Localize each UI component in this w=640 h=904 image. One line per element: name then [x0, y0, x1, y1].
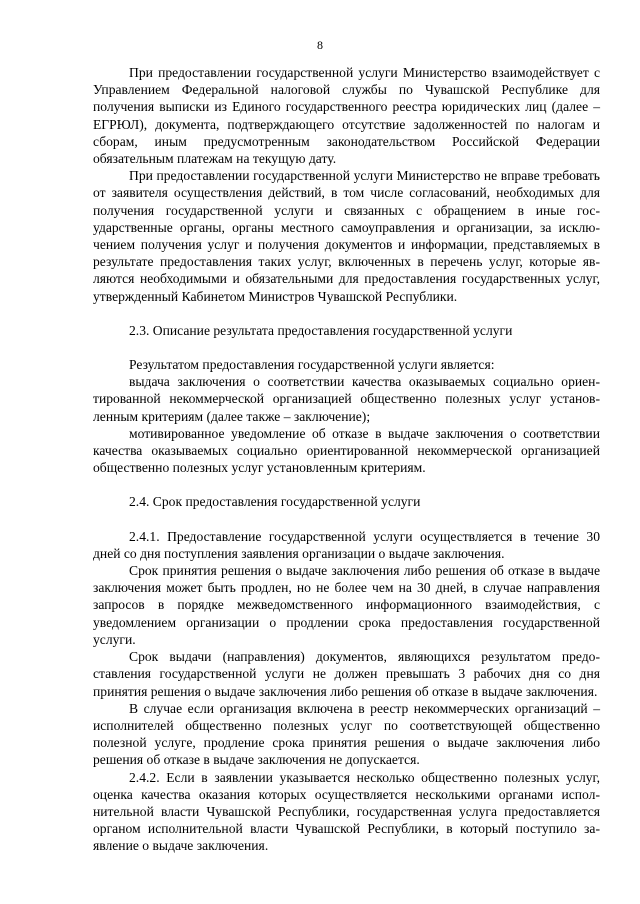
paragraph-2-4-2: 2.4.2. Если в заявлении указывается несколько общественно полезных услуг, оценка качества оказания которых осуществляется несколькими органами исполнительной власти Чувашской Республики, государственная услуга предоставляется органом исполнительной власти Чувашской Республики, в который поступило заявление о выдаче заключения.	[93, 769, 600, 854]
paragraph-registry-case: В случае если организация включена в реестр некоммерческих организаций – исполнителей общественно полезных услуг по соответствующей общественно полезной услуге, продление срока принятия решения о выдаче заключения либо решения об отказе в выдаче заключения не допускается.	[93, 700, 600, 768]
paragraph-no-extra-requirements: При предоставлении государственной услуги Министерство не вправе требовать от заявителя осуществления действий, в том числе согласований, необходимых для получения государственной услуги и связанных с обращением в иные государственные органы, органы местного самоуправления и организации, за исключением получения услуг и получения документов и информации, представляемых в результате предоставления таких услуг, включенных в перечень услуг, которые являются необходимыми и обязательными для предоставления государственных услуг, утвержденный Кабинетом Министров Чувашской Республики.	[93, 168, 600, 304]
paragraph-result-intro: Результатом предоставления государственной услуги является:	[129, 357, 495, 373]
paragraph-result-refusal: мотивированное уведомление об отказе в выдаче заключения о соответствии качества оказываемых социально ориентированной некоммерческой организацией общественно полезных услуг установленным критериям.	[93, 425, 600, 476]
paragraph-interaction-fns: При предоставлении государственной услуги Министерство взаимодействует с Управлением Федеральной налоговой службы по Чувашской Республике для получения выписки из Единого государственного реестра юридических лиц (далее – ЕГРЮЛ), документа, подтверждающего отсутствие задолженностей по налогам и сборам, иным предусмотренным законодательством Российской Федерации обязательным платежам на текущую дату.	[93, 65, 600, 167]
paragraph-2-4-1: 2.4.1. Предоставление государственной услуги осуществляется в течение 30 дней со дня поступления заявления организации о выдаче заключения.	[93, 528, 600, 561]
paragraph-issue-term: Срок выдачи (направления) документов, являющихся результатом предоставления государственной услуги не должен превышать 3 рабочих дня со дня принятия решения о выдаче заключения либо решения об отказе в выдаче заключения.	[93, 649, 600, 699]
section-heading-2-4: 2.4. Срок предоставления государственной услуги	[129, 494, 421, 510]
paragraph-extension: Срок принятия решения о выдаче заключения либо решения об отказе в выдаче заключения может быть продлен, но не более чем на 30 дней, в случае направления запросов в порядке межведомственного информационного взаимодействия, с уведомлением организации о продлении срока предоставления государственной услуги.	[93, 563, 600, 647]
section-heading-2-3: 2.3. Описание результата предоставления государственной услуги	[129, 322, 513, 338]
paragraph-result-conclusion: выдача заключения о соответствии качества оказываемых социально ориентированной некоммерческой организацией общественно полезных услуг установленным критериям (далее также – заключение);	[93, 374, 600, 424]
page-number: 8	[317, 38, 323, 52]
document-body	[93, 64, 600, 855]
